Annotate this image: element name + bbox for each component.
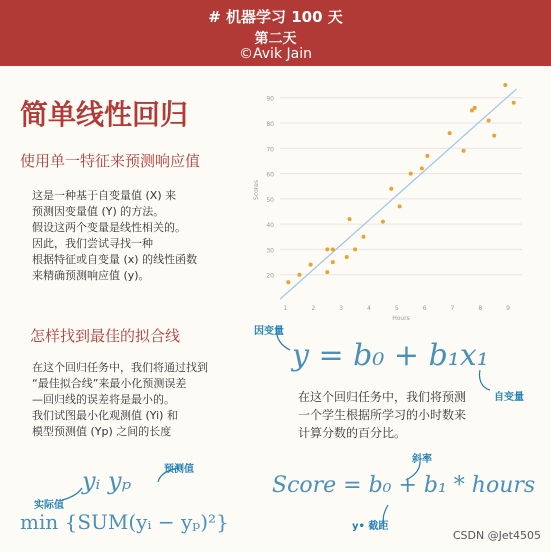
header-subtitle: 第二天 <box>254 31 297 47</box>
label-slope: 斜率 <box>412 454 432 465</box>
data-point <box>409 172 413 176</box>
independent-arrow-icon <box>479 370 490 390</box>
data-point <box>331 247 335 251</box>
data-point <box>286 280 290 284</box>
x-tick-label: 8 <box>478 305 483 312</box>
intro-line: 这是一种基于自变量值 (X) 来 <box>32 189 177 202</box>
intro-line: 预测因变量值 (Y) 的方法。 <box>32 205 165 218</box>
data-point <box>448 131 452 135</box>
data-point <box>361 235 365 239</box>
label-predicted: 预测值 <box>164 464 194 475</box>
data-point <box>487 118 491 122</box>
data-point <box>297 273 301 277</box>
data-points <box>286 83 515 284</box>
page-subtitle: 使用单一特征来预测响应值 <box>20 152 201 170</box>
best-fit-line: 我们试图最小化观测值 (Yi) 和 <box>32 409 178 422</box>
label-dependent: 因变量 <box>254 326 284 337</box>
data-point <box>353 247 357 251</box>
data-point <box>503 83 507 87</box>
y-tick-label: 40 <box>266 222 274 230</box>
y-tick-label: 90 <box>266 95 274 103</box>
data-point <box>309 263 313 267</box>
intro-line: 根据特征或自变量 (x) 的线性函数 <box>32 253 198 266</box>
score-equation: Score = b₀ + b₁ * hours <box>272 473 536 498</box>
data-point <box>381 220 385 224</box>
data-point <box>492 134 496 138</box>
x-tick-label: 5 <box>394 305 399 312</box>
observed-predicted-symbols: yᵢ yₚ <box>82 467 132 495</box>
y-tick-label: 50 <box>266 196 274 204</box>
linear-equation: y = b₀ + b₁x₁ <box>292 338 489 373</box>
header-title: # 机器学习 100 天 <box>208 8 343 26</box>
data-point <box>331 260 335 264</box>
data-point <box>345 255 349 259</box>
y-tick-label: 60 <box>266 171 274 179</box>
data-point <box>420 167 424 171</box>
section-heading-best-fit: 怎样找到最佳的拟合线 <box>30 327 181 345</box>
header-author: ©Avik Jain <box>239 46 312 62</box>
label-actual: 实际值 <box>34 500 64 511</box>
task-line: 计算分数的百分比。 <box>298 426 407 440</box>
x-tick-label: 7 <box>450 305 455 312</box>
y-tick-label: 20 <box>266 272 274 280</box>
data-point <box>512 101 516 105</box>
actual-arrow-icon <box>62 488 82 500</box>
best-fit-line: 在这个回归任务中，我们将通过找到 <box>32 361 208 374</box>
best-fit-line: 模型预测值 (Yp) 之间的长度 <box>32 425 172 438</box>
y-tick-label: 80 <box>266 120 274 128</box>
x-tick-label: 2 <box>311 305 316 312</box>
label-independent: 自变量 <box>494 392 524 403</box>
regression-line <box>280 89 516 299</box>
x-tick-label: 1 <box>283 305 288 312</box>
y-axis-label: Scores <box>253 180 260 200</box>
best-fit-line: —回归线的误差将是最小的。 <box>32 393 175 406</box>
data-point <box>473 106 477 110</box>
watermark: CSDN @Jet4505 <box>452 529 541 542</box>
x-tick-label: 3 <box>339 305 344 312</box>
x-tick-label: 4 <box>367 305 371 312</box>
intro-line: 来精确预测响应值 (y)。 <box>32 269 150 282</box>
data-point <box>325 270 329 274</box>
y-tick-label: 70 <box>266 146 274 154</box>
x-tick-label: 9 <box>506 305 511 312</box>
x-tick-label: 6 <box>422 305 427 312</box>
intro-line: 假设这两个变量是线性相关的。 <box>32 221 186 234</box>
task-line: 一个学生根据所学习的小时数来 <box>298 408 467 422</box>
y-tick-label: 30 <box>266 247 274 255</box>
data-point <box>389 187 393 191</box>
task-line: 在这个回归任务中，我们将预测 <box>298 390 467 404</box>
regression-line-group <box>280 89 516 299</box>
label-intercept: y• 截距 <box>352 521 389 532</box>
best-fit-line: “最佳拟合线”来最小化预测误差 <box>32 377 187 390</box>
intro-line: 因此，我们尝试寻找一种 <box>32 237 153 250</box>
data-point <box>325 247 329 251</box>
data-point <box>398 204 402 208</box>
data-point <box>462 149 466 153</box>
data-point <box>348 217 352 221</box>
data-point <box>425 154 429 158</box>
x-axis-label: Hours <box>392 315 410 322</box>
page-title: 简单线性回归 <box>20 98 189 131</box>
minimization-formula: min {SUM(yᵢ − yₚ)²} <box>20 510 229 534</box>
